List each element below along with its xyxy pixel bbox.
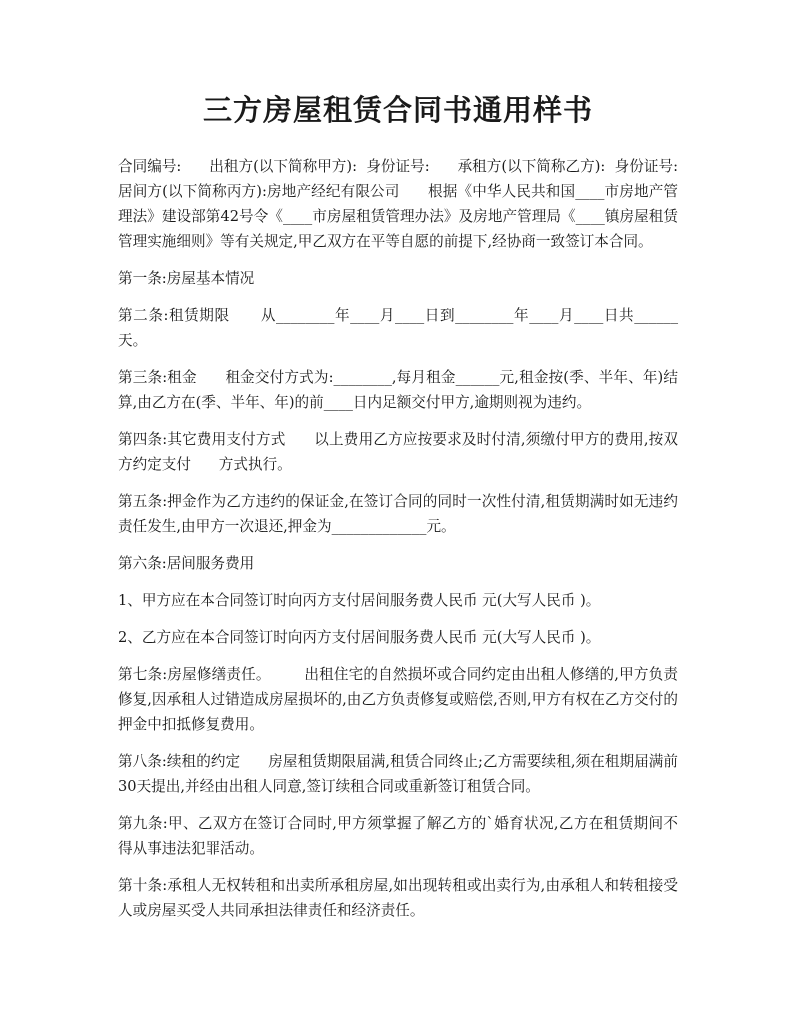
- article-10: 第十条:承租人无权转租和出卖所承租房屋,如出现转租或出卖行为,由承租人和转租接受人或房屋买受人共同承担法律责任和经济责任。: [118, 877, 678, 919]
- article-6-item-1: 1、甲方应在本合同签订时向丙方支付居间服务费人民币 元(大写人民币 )。: [118, 592, 601, 609]
- article-6-item-2: 2、乙方应在本合同签订时向丙方支付居间服务费人民币 元(大写人民币 )。: [118, 629, 601, 646]
- article-2: 第二条:租赁期限 从________年____月____日到________年____月____日共______天。: [118, 307, 678, 349]
- article-7: 第七条:房屋修缮责任。 出租住宅的自然损坏或合同约定由出租人修缮的,甲方负责修复,因承租人过错造成房屋损坏的,由乙方负责修复或赔偿,否则,甲方有权在乙方交付的押金中扣抵修复费用。: [118, 666, 678, 733]
- article-3: 第三条:租金 租金交付方式为:________,每月租金______元,租金按(季、半年、年)结算,由乙方在(季、半年、年)的前____日内足额交付甲方,逾期则视为违约。: [118, 369, 678, 411]
- article-6: 第六条:居间服务费用: [118, 555, 255, 572]
- preamble-paragraph: 合同编号: 出租方(以下简称甲方): 身份证号: 承租方(以下简称乙方): 身份证号: 居间方(以下简称丙方):房地产经纪有限公司 根据《中华人民共和国____市房地产管理法》建设部第42号令《____市房屋租赁管理办法》及房地产管理局《____镇房屋租赁管理实施细则》等有关规定,甲乙双方在平等自愿的前提下,经协商一致签订本合同。: [118, 158, 711, 250]
- article-9: 第九条:甲、乙双方在签订合同时,甲方须掌握了解乙方的`婚育状况,乙方在租赁期间不得从事违法犯罪活动。: [118, 815, 678, 857]
- article-1: 第一条:房屋基本情况: [118, 270, 255, 287]
- page-title: 三方房屋租赁合同书通用样书: [202, 93, 593, 127]
- article-5: 第五条:押金作为乙方违约的保证金,在签订合同的同时一次性付清,租赁期满时如无违约责任发生,由甲方一次退还,押金为_____________元。: [118, 493, 678, 535]
- article-8: 第八条:续租的约定 房屋租赁期限届满,租赁合同终止;乙方需要续租,须在租期届满前30天提出,并经由出租人同意,签订续租合同或重新签订租赁合同。: [118, 753, 678, 795]
- article-4: 第四条:其它费用支付方式 以上费用乙方应按要求及时付清,须缴付甲方的费用,按双方约定支付 方式执行。: [118, 431, 678, 473]
